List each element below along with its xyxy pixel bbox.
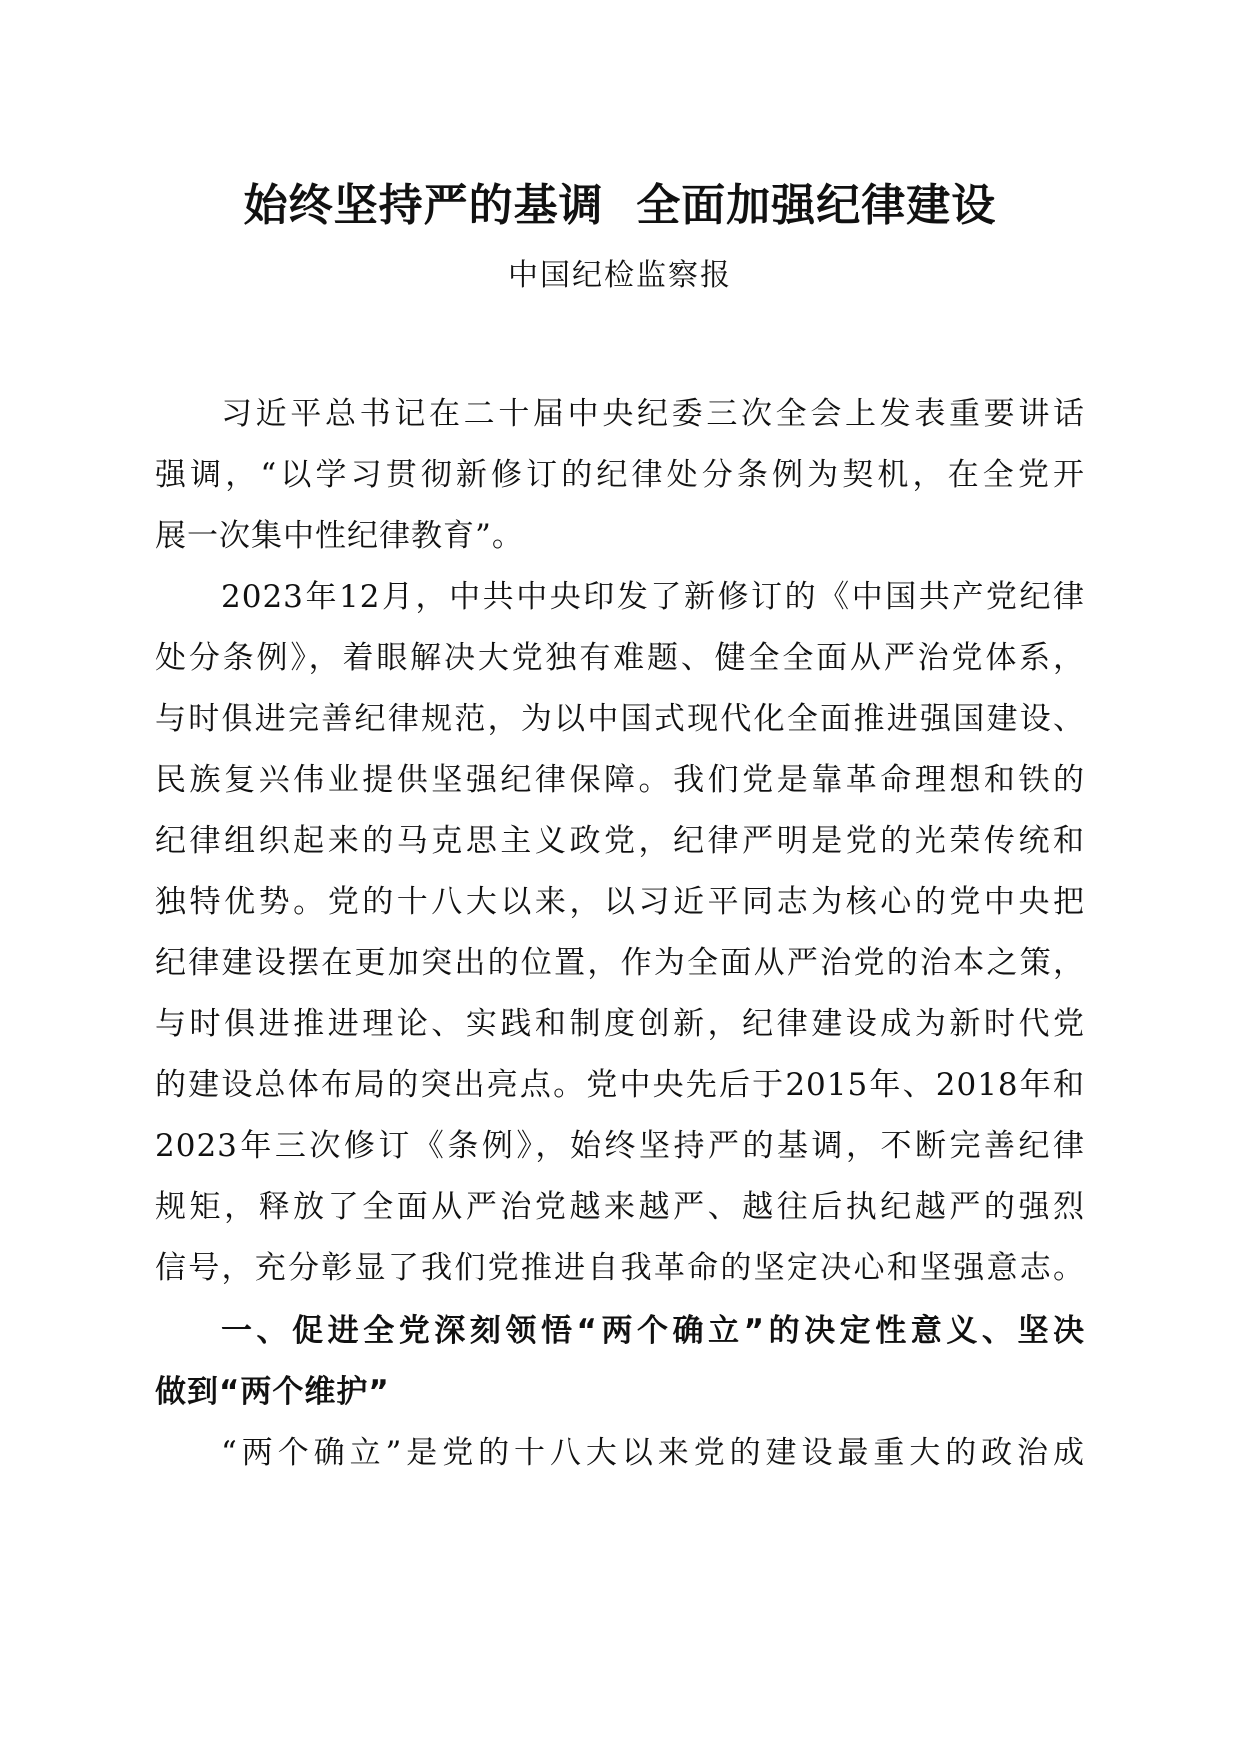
document-source: 中国纪检监察报 — [508, 258, 732, 293]
text-line: 纪律组织起来的马克思主义政党，纪律严明是党的光荣传统和 — [155, 823, 1085, 859]
text-line: 的建设总体布局的突出亮点。党中央先后于2015年、2018年和 — [155, 1067, 1085, 1103]
paragraph-2 — [155, 567, 1085, 1299]
heading-line: 做到“两个维护” — [155, 1374, 390, 1410]
paragraph-1 — [155, 384, 1085, 567]
section-heading — [155, 1301, 1085, 1423]
text-line: 规矩，释放了全面从严治党越来越严、越往后执纪越严的强烈 — [155, 1189, 1085, 1225]
text-line: 2023年三次修订《条例》，始终坚持严的基调，不断完善纪律 — [155, 1128, 1085, 1164]
document-title: 始终坚持严的基调 全面加强纪律建设 — [243, 180, 997, 231]
text-line: 习近平总书记在二十届中央纪委三次全会上发表重要讲话 — [221, 396, 1085, 432]
text-line: 与时俱进完善纪律规范，为以中国式现代化全面推进强国建设、 — [155, 701, 1085, 737]
text-line: “两个确立”是党的十八大以来党的建设最重大的政治成 — [221, 1435, 1085, 1471]
text-line: 展一次集中性纪律教育”。 — [155, 518, 524, 554]
heading-line: 一、促进全党深刻领悟“两个确立”的决定性意义、坚决 — [221, 1313, 1085, 1349]
text-line: 强调，“以学习贯彻新修订的纪律处分条例为契机，在全党开 — [155, 457, 1085, 493]
text-line: 民族复兴伟业提供坚强纪律保障。我们党是靠革命理想和铁的 — [155, 762, 1085, 798]
paragraph-3 — [155, 1423, 1085, 1484]
text-line: 独特优势。党的十八大以来，以习近平同志为核心的党中央把 — [155, 884, 1085, 920]
text-line: 纪律建设摆在更加突出的位置，作为全面从严治党的治本之策， — [155, 945, 1085, 981]
document-body — [155, 384, 1085, 1484]
text-line: 2023年12月，中共中央印发了新修订的《中国共产党纪律 — [221, 579, 1085, 615]
text-line: 与时俱进推进理论、实践和制度创新，纪律建设成为新时代党 — [155, 1006, 1085, 1042]
text-line: 处分条例》，着眼解决大党独有难题、健全全面从严治党体系， — [155, 640, 1085, 676]
text-line: 信号，充分彰显了我们党推进自我革命的坚定决心和坚强意志。 — [155, 1250, 1085, 1286]
